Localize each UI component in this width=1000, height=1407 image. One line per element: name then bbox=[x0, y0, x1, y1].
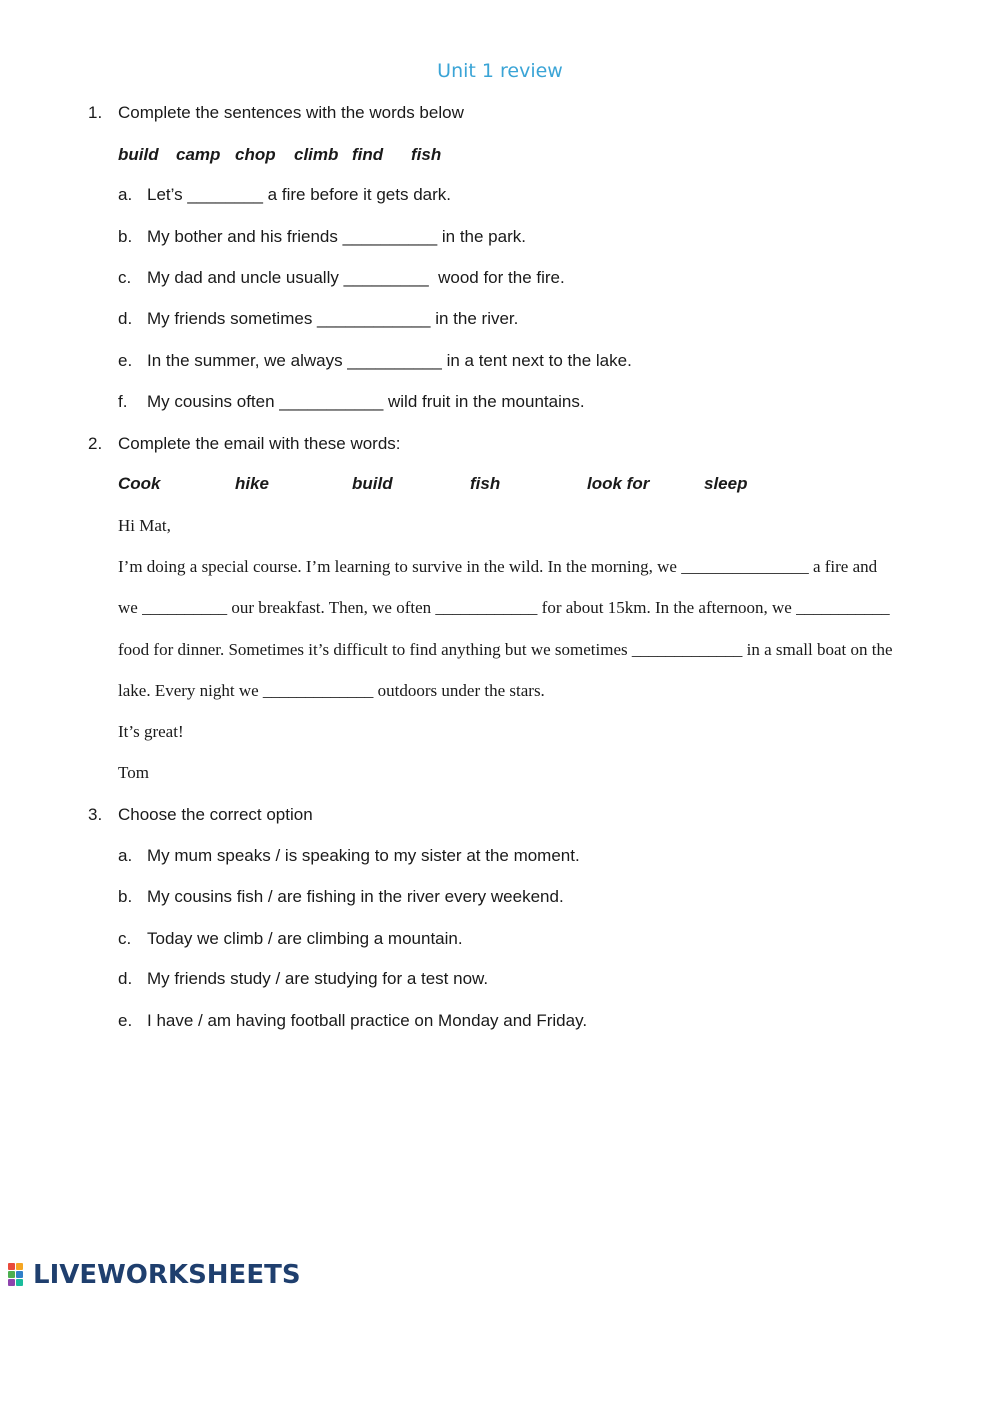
word-bank-1-build: build bbox=[118, 145, 159, 164]
logo-block bbox=[16, 1271, 23, 1278]
section-3-number: 3. bbox=[88, 805, 103, 824]
section-2-heading: Complete the email with these words: bbox=[118, 434, 401, 453]
word-bank-2-fish: fish bbox=[470, 474, 501, 493]
exercise-sentence: My bother and his friends __________ in the park. bbox=[147, 227, 526, 246]
section-1-heading: Complete the sentences with the words below bbox=[118, 103, 464, 122]
email-closing: It’s great! bbox=[118, 722, 184, 741]
item-letter: c. bbox=[118, 929, 132, 948]
logo-block bbox=[8, 1279, 15, 1286]
item-letter: a. bbox=[118, 185, 133, 204]
item-letter: e. bbox=[118, 351, 133, 370]
exercise-sentence: My friends sometimes ____________ in the river. bbox=[147, 309, 519, 328]
word-bank-1-find: find bbox=[352, 145, 384, 164]
logo-block bbox=[16, 1279, 23, 1286]
item-letter: d. bbox=[118, 309, 133, 328]
word-bank-2-build: build bbox=[352, 474, 393, 493]
logo-text: LIVEWORKSHEETS bbox=[33, 1260, 301, 1290]
item-letter: b. bbox=[118, 887, 133, 906]
email-greeting: Hi Mat, bbox=[118, 516, 171, 535]
logo-blocks-icon bbox=[8, 1263, 30, 1287]
item-letter: b. bbox=[118, 227, 133, 246]
option-sentence: Today we climb / are climbing a mountain. bbox=[147, 929, 463, 948]
exercise-sentence: My dad and uncle usually _________ wood for the fire. bbox=[147, 268, 565, 287]
email-line: lake. Every night we _____________ outdoors under the stars. bbox=[118, 681, 545, 700]
word-bank-1-climb: climb bbox=[294, 145, 339, 164]
section-3-heading: Choose the correct option bbox=[118, 805, 313, 824]
email-line: I’m doing a special course. I’m learning to survive in the wild. In the morning, we _______________ a fire and bbox=[118, 557, 878, 576]
exercise-sentence: My cousins often ___________ wild fruit in the mountains. bbox=[147, 392, 585, 411]
word-bank-2-hike: hike bbox=[235, 474, 270, 493]
option-sentence: I have / am having football practice on Monday and Friday. bbox=[147, 1011, 588, 1030]
section-2-number: 2. bbox=[88, 434, 103, 453]
email-signature: Tom bbox=[118, 763, 149, 782]
word-bank-1-fish: fish bbox=[411, 145, 442, 164]
word-bank-2-sleep: sleep bbox=[704, 474, 748, 493]
option-sentence: My mum speaks / is speaking to my sister at the moment. bbox=[147, 846, 580, 865]
liveworksheets-logo[interactable] bbox=[8, 1260, 301, 1290]
exercise-sentence: In the summer, we always __________ in a tent next to the lake. bbox=[147, 351, 632, 370]
item-letter: a. bbox=[118, 846, 133, 865]
item-letter: d. bbox=[118, 969, 133, 988]
item-letter: f. bbox=[118, 392, 128, 411]
exercise-sentence: Let’s ________ a fire before it gets dark. bbox=[147, 185, 451, 204]
word-bank-2-cook: Cook bbox=[118, 474, 161, 493]
section-1-number: 1. bbox=[88, 103, 103, 122]
email-line: we __________ our breakfast. Then, we often ____________ for about 15km. In the afternoon, we ___________ bbox=[118, 598, 890, 617]
word-bank-1-camp: camp bbox=[176, 145, 221, 164]
option-sentence: My cousins fish / are fishing in the river every weekend. bbox=[147, 887, 564, 906]
logo-block bbox=[16, 1263, 23, 1270]
email-line: food for dinner. Sometimes it’s difficult to find anything but we sometimes _____________ in a small boat on the bbox=[118, 640, 893, 659]
item-letter: c. bbox=[118, 268, 132, 287]
word-bank-2-look-for: look for bbox=[587, 474, 650, 493]
word-bank-1-chop: chop bbox=[235, 145, 276, 164]
option-sentence: My friends study / are studying for a test now. bbox=[147, 969, 489, 988]
logo-block bbox=[8, 1263, 15, 1270]
logo-block bbox=[8, 1271, 15, 1278]
item-letter: e. bbox=[118, 1011, 133, 1030]
page-title: Unit 1 review bbox=[437, 60, 563, 82]
